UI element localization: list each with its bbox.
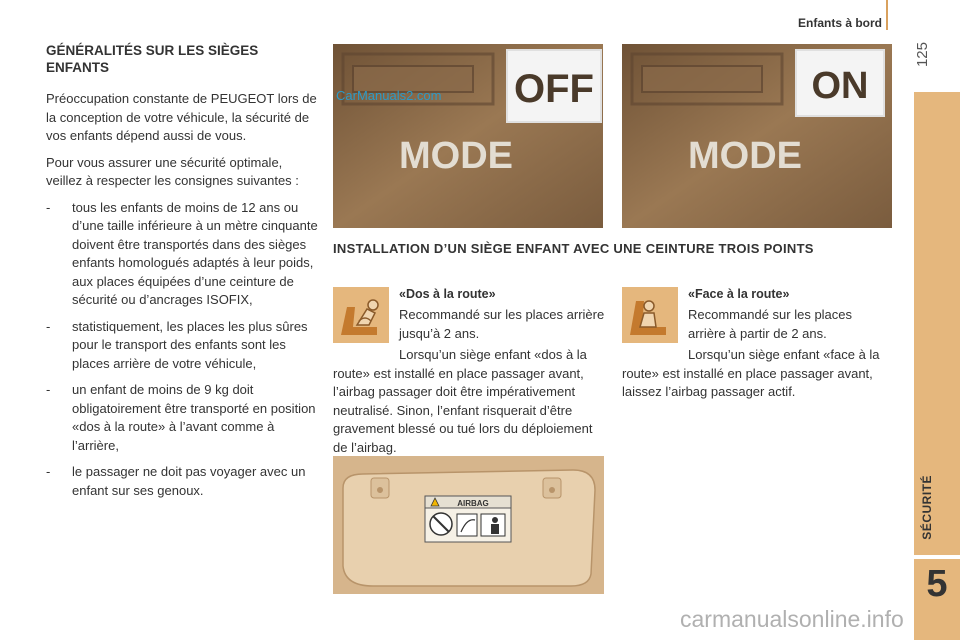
forward-facing-block bbox=[622, 286, 892, 402]
forward-facing-heading: «Face à la route» bbox=[688, 287, 790, 301]
header-rule bbox=[886, 0, 888, 30]
mode-label-text: MODE bbox=[399, 135, 513, 177]
watermark: carmanualsonline.info bbox=[680, 606, 904, 632]
list-item-text: tous les enfants de moins de 12 ans ou d’une taille inférieure à un mètre cinquante doivent être transportés dans des sièges enfants homologués adaptés à leur poids, aux places équipées d’une ceinture de sécurité ou d’ancrages ISOFIX, bbox=[72, 199, 318, 307]
rear-facing-recommendation: Recommandé sur les places arrière jusqu’à 2 ans. bbox=[399, 307, 605, 341]
sun-visor-illustration bbox=[333, 456, 604, 594]
airbag-on-switch-photo bbox=[622, 44, 892, 228]
installation-heading: INSTALLATION D’UN SIÈGE ENFANT AVEC UNE CEINTURE TROIS POINTS bbox=[333, 241, 814, 256]
sun-visor-airbag-label-photo bbox=[333, 456, 604, 594]
list-item-text: un enfant de moins de 9 kg doit obligatoirement être transporté en position «dos à la route» à l’avant comme à l’arrière, bbox=[72, 382, 316, 453]
chapter-number: 5 bbox=[926, 563, 948, 605]
section-label: SÉCURITÉ bbox=[920, 475, 934, 540]
airbag-on-illustration bbox=[622, 44, 892, 228]
on-badge-text: ON bbox=[811, 65, 869, 107]
list-item bbox=[46, 463, 318, 500]
bullet-dash: - bbox=[46, 318, 51, 334]
airbag-label-text: AIRBAG bbox=[457, 499, 489, 508]
off-badge-text: OFF bbox=[514, 67, 594, 111]
airbag-off-illustration bbox=[333, 44, 603, 228]
section-heading: GÉNÉRALITÉS SUR LES SIÈGES ENFANTS bbox=[46, 43, 259, 75]
rear-facing-warning: Lorsqu’un siège enfant «dos à la route» est installé en place passager avant, l’airbag passager doit être impérativement neutralisé. Sinon, l’enfant risquerait d’être gravement blessé ou tué lors du déploiement de l’airbag. bbox=[333, 347, 593, 455]
list-item-text: statistiquement, les places les plus sûres pour le transport des enfants sont les places arrière de votre véhicule, bbox=[72, 318, 308, 371]
list-item bbox=[46, 318, 318, 374]
forward-facing-instruction: Lorsqu’un siège enfant «face à la route» est installé en place passager avant, laissez l’airbag passager actif. bbox=[622, 347, 880, 399]
rear-facing-block bbox=[333, 286, 605, 457]
page-number: 125 bbox=[914, 42, 931, 68]
running-header: Enfants à bord bbox=[797, 16, 882, 30]
watermark: CarManuals2.com bbox=[336, 88, 442, 103]
bullet-dash: - bbox=[46, 464, 51, 479]
mode-label-text: MODE bbox=[688, 135, 802, 177]
bullet-dash: - bbox=[46, 382, 51, 397]
list-item bbox=[46, 199, 318, 310]
list-item bbox=[46, 381, 318, 455]
airbag-off-switch-photo bbox=[333, 44, 603, 228]
rear-facing-heading: «Dos à la route» bbox=[399, 287, 496, 301]
safety-rules-list bbox=[46, 199, 318, 501]
bullet-dash: - bbox=[46, 199, 51, 215]
general-section bbox=[46, 42, 318, 508]
side-tab-divider bbox=[914, 555, 960, 559]
forward-facing-recommendation: Recommandé sur les places arrière à partir de 2 ans. bbox=[688, 307, 853, 341]
instruction-paragraph: Pour vous assurer une sécurité optimale, veillez à respecter les consignes suivantes : bbox=[46, 154, 299, 188]
list-item-text: le passager ne doit pas voyager avec un enfant sur ses genoux. bbox=[72, 464, 306, 498]
intro-paragraph: Préoccupation constante de PEUGEOT lors de la conception de votre véhicule, la sécurité de vos enfants dépend aussi de vous. bbox=[46, 91, 317, 143]
